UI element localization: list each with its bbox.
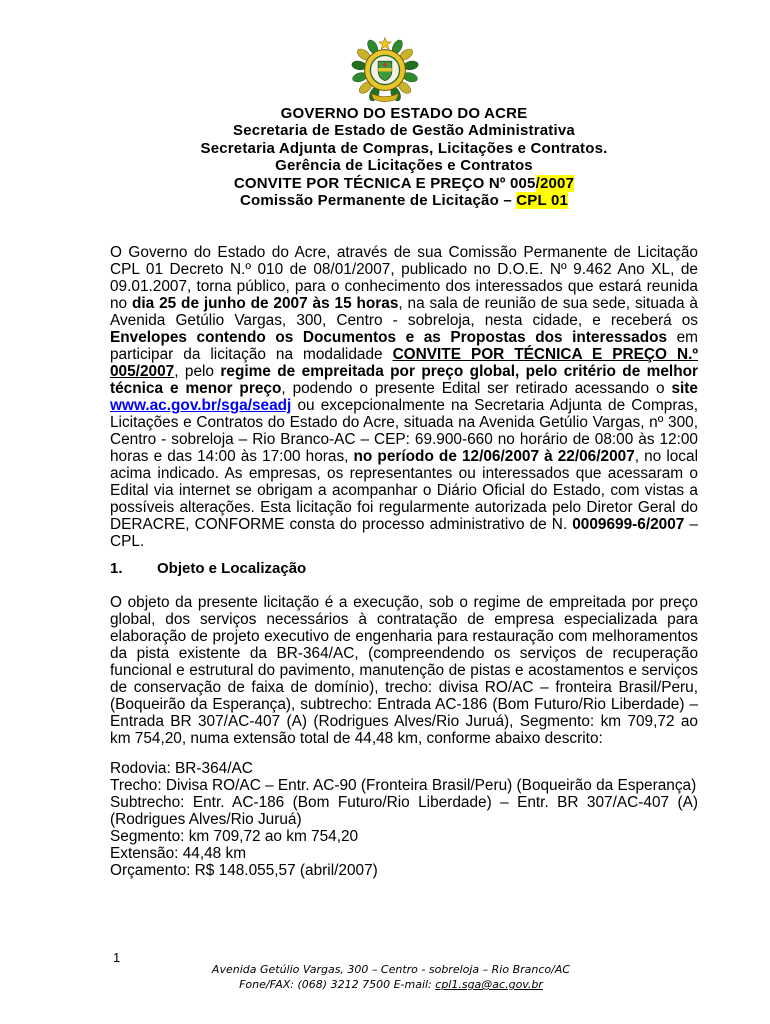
footer-contact bbox=[12, 977, 770, 992]
detail-highway: Rodovia: BR-364/AC bbox=[110, 759, 253, 777]
meeting-date: dia 25 de junho de 2007 às 15 horas bbox=[131, 295, 399, 312]
secretariat-name: Secretaria de Estado de Gestão Administrativa bbox=[233, 122, 575, 140]
coat-of-arms-seal bbox=[351, 36, 419, 104]
envelopes-notice: Envelopes contendo os Documentos e as Propostas dos interessados bbox=[110, 329, 668, 346]
intro-paragraph bbox=[110, 244, 698, 550]
commission-title bbox=[110, 192, 698, 209]
document-body bbox=[110, 244, 698, 879]
intro-text: ou excepcionalmente na Secretaria Adjunta de Compras, Licitações e Contratos do Estado do Acre, situada na Avenida Getúlio Vargas, nº 300, Centro - sobreloja – Rio Branco-AC – CEP: 69.900-660 no horário de 08:00 às 12:00 horas e das 14:00 às 17:00 horas, bbox=[110, 397, 698, 465]
process-number: 0009699-6/2007 bbox=[572, 516, 685, 533]
edital-site-link[interactable]: www.ac.gov.br/sga/seadj bbox=[110, 397, 292, 414]
intro-text: , pelo bbox=[174, 363, 221, 380]
section-title: Objeto e Localização bbox=[157, 559, 307, 577]
adjunct-secretariat-name: Secretaria Adjunta de Compras, Licitações e Contratos. bbox=[200, 139, 608, 157]
section-number: 1. bbox=[110, 559, 123, 577]
footer-email-link[interactable]: cpl1.sga@ac.gov.br bbox=[435, 978, 543, 991]
page-footer bbox=[12, 962, 770, 992]
seal-star bbox=[379, 37, 391, 49]
management-name: Gerência de Licitações e Contratos bbox=[275, 157, 533, 175]
invitation-year-highlight: /2007 bbox=[535, 174, 575, 192]
footer-address: Avenida Getúlio Vargas, 300 – Centro - sobreloja – Rio Branco/AC bbox=[211, 963, 571, 976]
invitation-title-text: CONVITE POR TÉCNICA E PREÇO Nº 005 bbox=[233, 174, 536, 192]
availability-period: no período de 12/06/2007 à 22/06/2007 bbox=[353, 448, 635, 465]
commission-code-highlight: CPL 01 bbox=[516, 192, 569, 210]
object-details-list bbox=[110, 760, 698, 879]
detail-substretch: Subtrecho: Entr. AC-186 (Bom Futuro/Rio Liberdade) – Entr. BR 307/AC-407 (A) (Rodrigues Alves/Rio Juruá) bbox=[110, 793, 698, 828]
commission-title-text: Comissão Permanente de Licitação – bbox=[239, 192, 517, 210]
government-name: GOVERNO DO ESTADO DO ACRE bbox=[280, 105, 528, 122]
intro-text: O Governo do Estado do Acre, através de sua Comissão Permanente de Licitação CPL 01 Decreto N.º 010 de 08/01/2007, publicado no D.O.E. Nº 9.462 Ano XL, de 09.01.2007, torna público, para o conhecimento dos interessados que estará reunida no bbox=[110, 244, 698, 312]
intro-text: , podendo o presente Edital ser retirado acessando o bbox=[281, 380, 672, 397]
page-number: 1 bbox=[113, 950, 121, 965]
section-heading bbox=[110, 560, 698, 577]
modality-name: CONVITE POR TÉCNICA E PREÇO N.º 005/2007 bbox=[110, 346, 698, 380]
intro-text: , no local acima indicado. As empresas, os representantes ou interessados que acessaram o Edital via internet se obrigam a acompanhar o Diário Oficial do Estado, com vistas a possíveis alterações. Esta licitação foi regularmente autorizada pelo Diretor Geral do DERACRE, CONFORME consta do processo administrativo de N. bbox=[110, 448, 698, 533]
invitation-title bbox=[110, 175, 698, 192]
detail-extension: Extensão: 44,48 km bbox=[110, 844, 247, 862]
seal-shield-band bbox=[378, 68, 392, 71]
document-header bbox=[110, 105, 698, 209]
intro-text: – CPL. bbox=[110, 516, 698, 550]
seal-shield-dot bbox=[383, 63, 387, 67]
site-label: site bbox=[671, 380, 698, 397]
object-paragraph: O objeto da presente licitação é a execução, sob o regime de empreitada por preço global, dos serviços necessários à contratação de empresa especializada para elaboração de projeto executivo de engenharia para restauração com melhoramentos da pista existente da BR-364/AC, (compreendendo os serviços de recuperação funcional e estrutural do pavimento, manutenção de pistas e acostamentos e serviços de conservação de faixa de domínio), trecho: divisa RO/AC – fronteira Brasil/Peru, (Boqueirão da Esperança), subtrecho: Entrada AC-186 (Bom Futuro/Rio Liberdade) – Entrada BR 307/AC-407 (A) (Rodrigues Alves/Rio Juruá), Segmento: km 709,72 ao km 754,20, numa extensão total de 44,48 km, conforme abaixo descrito: bbox=[110, 593, 698, 747]
detail-stretch: Trecho: Divisa RO/AC – Entr. AC-90 (Fronteira Brasil/Peru) (Boqueirão da Esperança) bbox=[110, 776, 697, 794]
intro-text: em participar da licitação na modalidade bbox=[110, 329, 698, 363]
detail-budget: Orçamento: R$ 148.055,57 (abril/2007) bbox=[110, 861, 378, 879]
intro-text: , na sala de reunião de sua sede, situada à Avenida Getúlio Vargas, 300, Centro - sobreloja, nesta cidade, e receberá os bbox=[110, 295, 698, 329]
regime-criteria: regime de empreitada por preço global, pelo critério de melhor técnica e menor preço bbox=[110, 363, 698, 397]
detail-segment: Segmento: km 709,72 ao km 754,20 bbox=[110, 827, 359, 845]
footer-phone: Fone/FAX: (068) 3212 7500 E-mail: bbox=[239, 978, 436, 991]
